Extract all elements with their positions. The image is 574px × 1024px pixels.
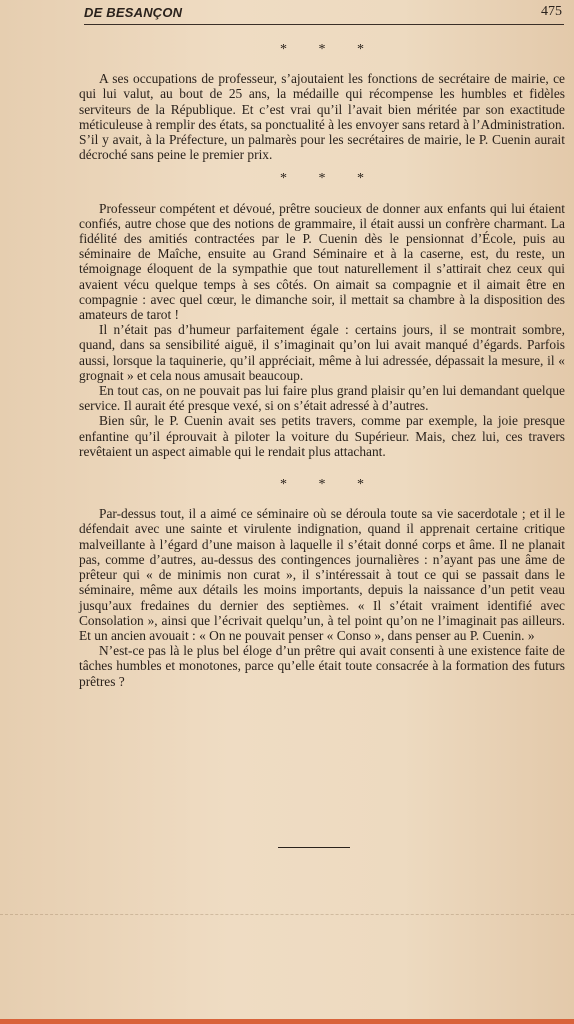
page-edge <box>0 1019 574 1024</box>
running-title: DE BESANÇON <box>84 5 183 20</box>
paragraph: A ses occupations de professeur, s’ajoutaient les fonctions de secrétaire de mairie, ce qui lui valut, au bout de 25 ans, la médaille qui récompense les humbles et fidèles serviteurs de la République. Et c’est vrai qu’il l’avait bien méritée par son exactitude méticuleuse à remplir des états, sa ponctualité à les envoyer sans retard à l’Administration. S’il y avait, à la Préfecture, un palmarès pour les secrétaires de mairie, le P. Cuenin aurait décroché sans peine le premier prix. <box>79 71 565 163</box>
paragraph: Professeur compétent et dévoué, prêtre soucieux de donner aux enfants qui lui étaient confiés, autre chose que des notions de grammaire, il était aussi un confrère charmant. La fidélité des amitiés contractées par le P. Cuenin dès le pensionnat d’École, puis au séminaire de Maîche, ensuite au Grand Séminaire et à la caserne, est, du reste, un témoignage éloquent de la sympathie que tout naturellement il s’attirait chez ceux qui avaient vécu quelque temps à ses côtés. On aimait sa compagnie et il aimait être en compagnie : avec quel cœur, le dimanche soir, il mettait sa chambre à la disposition des amateurs de tarot ! <box>79 200 565 323</box>
section-separator: * * * <box>280 477 378 493</box>
article-body <box>79 42 565 689</box>
paragraph: N’est-ce pas là le plus bel éloge d’un prêtre qui avait consenti à une existence faite de tâches humbles et monotones, parce qu’elle était toute consacrée à la formation des futurs prêtres ? <box>79 643 565 689</box>
page-number: 475 <box>541 4 562 19</box>
section-separator: * * * <box>280 171 378 187</box>
section-separator: * * * <box>280 42 378 57</box>
paragraph: Il n’était pas d’humeur parfaitement égale : certains jours, il se montrait sombre, quand, dans sa sensibilité aiguë, il s’imaginait qu’on lui avait manqué d’égards. Parfois aussi, lorsque la taquinerie, qu’il appréciait, même à lui adressée, dépassait la mesure, il « grognait » et cela nous amusait beaucoup. <box>79 322 565 383</box>
page-header <box>84 4 564 25</box>
paragraph: En tout cas, on ne pouvait pas lui faire plus grand plaisir qu’en lui demandant quelque service. Il aurait été presque vexé, si on s’était adressé à d’autres. <box>79 383 565 414</box>
paper-fold <box>0 914 574 915</box>
paragraph: Bien sûr, le P. Cuenin avait ses petits travers, comme par exemple, la joie presque enfantine qu’il éprouvait à piloter la voiture du Supérieur. Mais, chez lui, ces travers revêtaient un aspect aimable qui le rendait plus attachant. <box>79 413 565 459</box>
end-rule <box>278 847 350 848</box>
paragraph: Par-dessus tout, il a aimé ce séminaire où se déroula toute sa vie sacerdotale ; et il le défendait avec une sainte et virulente indignation, quand il apprenait certaine critique malveillante à l’égard d’une maison à laquelle il s’était donné corps et âme. Il ne planait pas, comme d’autres, au-dessus des contingences journalières : n’ayant pas une âme de prêteur qui « de minimis non curat », il s’intéressait à tout ce qui se passait dans le séminaire, même aux détails les moins importants, depuis la naissance d’un petit veau jusqu’aux fredaines du dernier des septièmes. « Il s’était vraiment identifié avec Consolation », ainsi que l’écrivait quelqu’un, à tel point qu’on ne l’imaginait pas ailleurs. Et un ancien avouait : « On ne pouvait penser « Conso », dans penser au P. Cuenin. » <box>79 506 565 643</box>
